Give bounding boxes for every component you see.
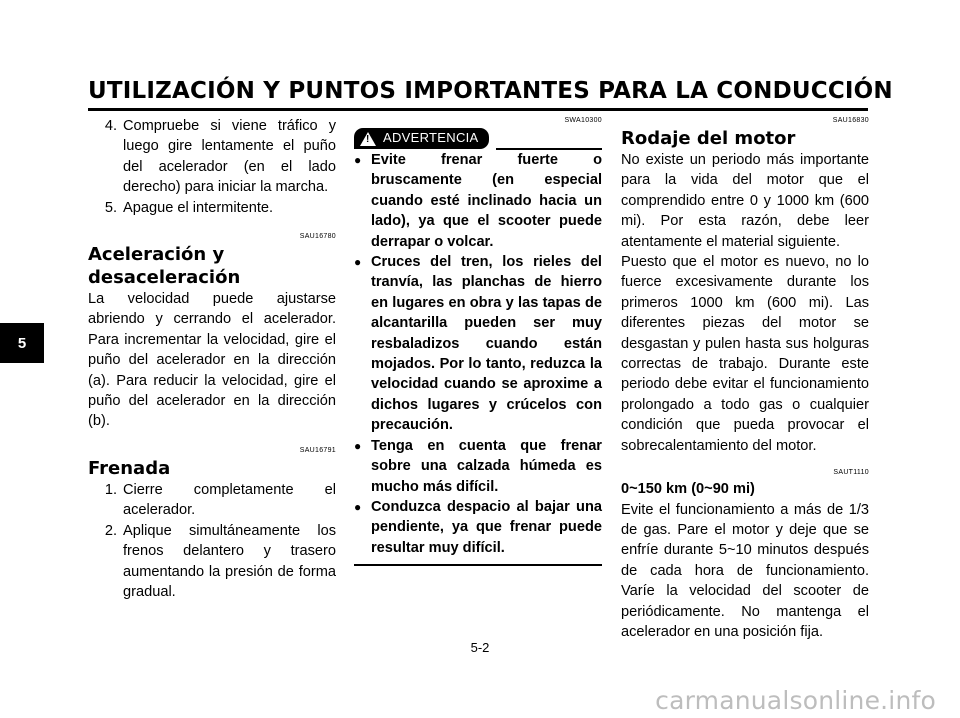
chapter-tab: 5 xyxy=(0,323,44,363)
warning-item: ● Cruces del tren, los rieles del tranvía, las planchas de hierro en lugares en obra y las tapas de alcantarilla pueden ser muy resbaladizos cuando están mojados. Por lo tanto, reduzca la velocidad cuando se aproxime a dichos lugares y crúcelos con precaución. xyxy=(354,252,602,436)
warning-triangle-icon: ! xyxy=(360,132,376,146)
warning-code: SWA10300 xyxy=(564,117,602,124)
bullet-icon: ● xyxy=(354,438,362,453)
step-number: 1. xyxy=(104,481,117,498)
section-title-acceleration: Aceleración y desaceleración xyxy=(88,244,241,289)
warning-item: ● Tenga en cuenta que frenar sobre una calzada húmeda es mucho más difícil. xyxy=(354,436,602,497)
step-number: 5. xyxy=(104,199,117,216)
subsection-title: 0~150 km (0~90 mi) xyxy=(621,481,755,498)
section-code: SAU16830 xyxy=(832,117,869,124)
section-title-braking: Frenada xyxy=(88,457,171,479)
step-text: Apague el intermitente. xyxy=(123,199,274,216)
step-text: Compruebe si viene tráfico y luego gire lentamente el puño del acelerador (en el lado derecho) para iniciar la marcha. xyxy=(123,118,336,196)
step-item xyxy=(88,116,336,198)
break-in-paragraph-2: Puesto que el motor es nuevo, no lo fuerce excesivamente durante los primeros 1000 km (600 mi). Las diferentes piezas del motor se desgastan y pulen hasta sus holguras correctas de trabajo. Durante este periodo debe evitar el funcionamiento prolongado a todo gas o cualquier condición que pueda provocar el sobrecalentamiento del motor. xyxy=(621,254,869,454)
warning-item: ● Evite frenar fuerte o bruscamente (en especial cuando esté inclinado hacia un lado), ya que el scooter puede derrapar o volcar. xyxy=(354,150,602,252)
warning-badge xyxy=(354,128,489,149)
section-code: SAU16791 xyxy=(299,446,336,454)
watermark: carmanualsonline.info xyxy=(655,686,936,715)
warning-badge-label: ADVERTENCIA xyxy=(383,130,479,146)
column-2-warning xyxy=(354,116,602,566)
step-item xyxy=(88,480,336,521)
step-text: Cierre completamente el acelerador. xyxy=(123,481,336,519)
step-item xyxy=(88,198,336,218)
subsection-body: Evite el funcionamiento a más de 1/3 de gas. Pare el motor y deje que se enfríe durante 5~10 minutos después de cada hora de funcionamiento. Varíe la velocidad del scooter de periódicamente. No mantenga el acelerador en una posición fija. xyxy=(621,501,869,640)
header-rule xyxy=(88,108,868,111)
column-3 xyxy=(621,116,869,642)
step-text: Aplique simultáneamente los frenos delantero y trasero aumentando la presión de forma gradual. xyxy=(123,522,336,600)
step-number: 4. xyxy=(104,118,117,134)
section-title-break-in: Rodaje del motor xyxy=(621,128,796,149)
warning-header xyxy=(354,116,602,148)
warning-header-rule xyxy=(496,148,602,150)
section-code: SAU16780 xyxy=(299,233,336,241)
column-1 xyxy=(88,116,336,602)
bullet-icon: ● xyxy=(354,153,362,167)
bullet-icon: ● xyxy=(354,255,362,270)
page-header-title: UTILIZACIÓN Y PUNTOS IMPORTANTES PARA LA CONDUCCIÓN xyxy=(88,78,893,104)
section-code: SAUT1110 xyxy=(833,469,869,477)
warning-bottom-rule xyxy=(354,564,602,566)
warning-list xyxy=(354,150,602,558)
warning-item: ● Conduzca despacio al bajar una pendiente, ya que frenar puede resultar muy difícil. xyxy=(354,497,602,558)
acceleration-body: La velocidad puede ajustarse abriendo y cerrando el acelerador. Para incrementar la velocidad, gire el puño del acelerador en la dirección (a). Para reducir la velocidad, gire el puño del acelerador en la dirección (b). xyxy=(88,291,336,430)
step-number: 2. xyxy=(104,522,117,539)
page-number: 5-2 xyxy=(470,640,490,655)
bullet-icon: ● xyxy=(354,499,362,514)
step-item xyxy=(88,521,336,603)
break-in-paragraph-1: No existe un periodo más importante para la vida del motor que el comprendido entre 0 y 1000 km (600 mi). Por esta razón, debe leer atentamente el material siguiente. xyxy=(621,152,869,250)
